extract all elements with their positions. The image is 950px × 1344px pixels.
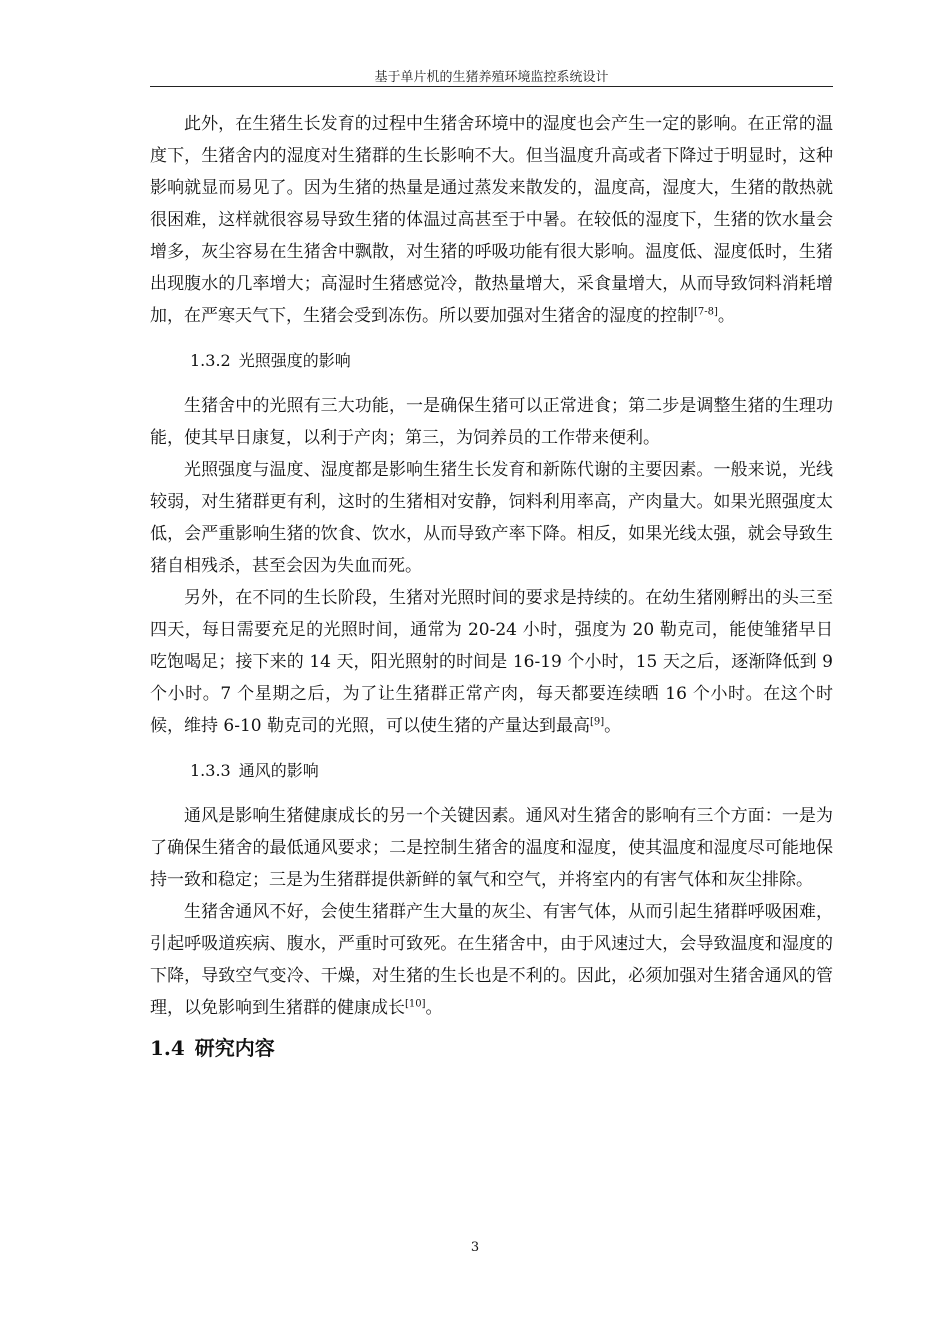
paragraph-tail: 。 [425,998,443,1018]
page-number: 3 [470,1240,480,1255]
paragraph-text: 此外，在生猪生长发育的过程中生猪舍环境中的湿度也会产生一定的影响。在正常的温度下，生猪舍内的湿度对生猪群的生长影响不大。但当温度升高或者下降过于明显时，这种影响就显而易见了。因为生猪的热量是通过蒸发来散发的，温度高，湿度大，生猪的散热就很困难，这样就很容易导致生猪的体温过高甚至于中暑。在较低的湿度下，生猪的饮水量会增多，灰尘容易在生猪舍中飘散，对生猪的呼吸功能有很大影响。温度低、湿度低时，生猪出现腹水的几率增大；高湿时生猪感觉冷，散热量增大，采食量增大，从而导致饲料消耗增加，在严寒天气下，生猪会受到冻伤。所以要加强对生猪舍的湿度的控制 [150,114,833,326]
running-header: 基于单片机的生猪养殖环境监控系统设计 [374,70,609,85]
paragraph-light-functions [150,390,833,454]
section-number: 1.4 [150,1036,185,1060]
paragraph-light-intensity [150,454,833,582]
subsection-number: 1.3.3 [190,761,231,780]
section-title: 研究内容 [194,1036,275,1060]
subsection-title: 光照强度的影响 [238,351,351,370]
paragraph-text: 光照强度与温度、湿度都是影响生猪生长发育和新陈代谢的主要因素。一般来说，光线较弱，对生猪群更有利，这时的生猪相对安静，饲料利用率高，产肉量大。如果光照强度太低，会严重影响生猪的饮食、饮水，从而导致产率下降。相反，如果光线太强，就会导致生猪自相残杀，甚至会因为失血而死。 [150,460,833,576]
citation: [7-8] [694,306,718,318]
paragraph-light-duration [150,582,833,742]
subsection-title: 通风的影响 [238,761,319,780]
paragraph-text: 生猪舍通风不好，会使生猪群产生大量的灰尘、有害气体，从而引起生猪群呼吸困难，引起呼吸道疾病、腹水，严重时可致死。在生猪舍中，由于风速过大，会导致温度和湿度的下降，导致空气变冷、干燥，对生猪的生长也是不利的。因此，必须加强对生猪舍通风的管理，以免影响到生猪群的健康成长 [150,902,833,1018]
paragraph-ventilation-factors [150,800,833,896]
paragraph-text: 通风是影响生猪健康成长的另一个关键因素。通风对生猪舍的影响有三个方面：一是为了确保生猪舍的最低通风要求；二是控制生猪舍的温度和湿度，使其温度和湿度尽可能地保持一致和稳定；三是为生猪群提供新鲜的氧气和空气，并将室内的有害气体和灰尘排除。 [150,806,833,890]
page-body [150,108,833,1066]
paragraph-tail: 。 [604,716,622,736]
paragraph-ventilation-effects [150,896,833,1024]
subsection-number: 1.3.2 [190,351,231,370]
paragraph-text: 生猪舍中的光照有三大功能，一是确保生猪可以正常进食；第二步是调整生猪的生理功能，使其早日康复，以利于产肉；第三，为饲养员的工作带来便利。 [150,396,833,448]
section-heading-1-4 [150,1030,833,1066]
paragraph-humidity [150,108,833,332]
citation: [9] [590,716,605,728]
paragraph-tail: 。 [717,306,735,326]
subsection-heading-1-3-3 [190,755,833,787]
subsection-heading-1-3-2 [190,345,833,377]
paragraph-text: 另外，在不同的生长阶段，生猪对光照时间的要求是持续的。在幼生猪刚孵出的头三至四天，每日需要充足的光照时间，通常为 20-24 小时，强度为 20 勒克司，能使雏猪早日吃饱喝足；接下来的 14 天，阳光照射的时间是 16-19 个小时，15 天之后，逐渐降低到 9 个小时。7 个星期之后，为了让生猪群正常产肉，每天都要连续晒 16 个小时。在这个时候，维持 6-10 勒克司的光照，可以使生猪的产量达到最高 [150,588,833,736]
header-rule [150,86,833,87]
citation: [10] [405,998,426,1010]
